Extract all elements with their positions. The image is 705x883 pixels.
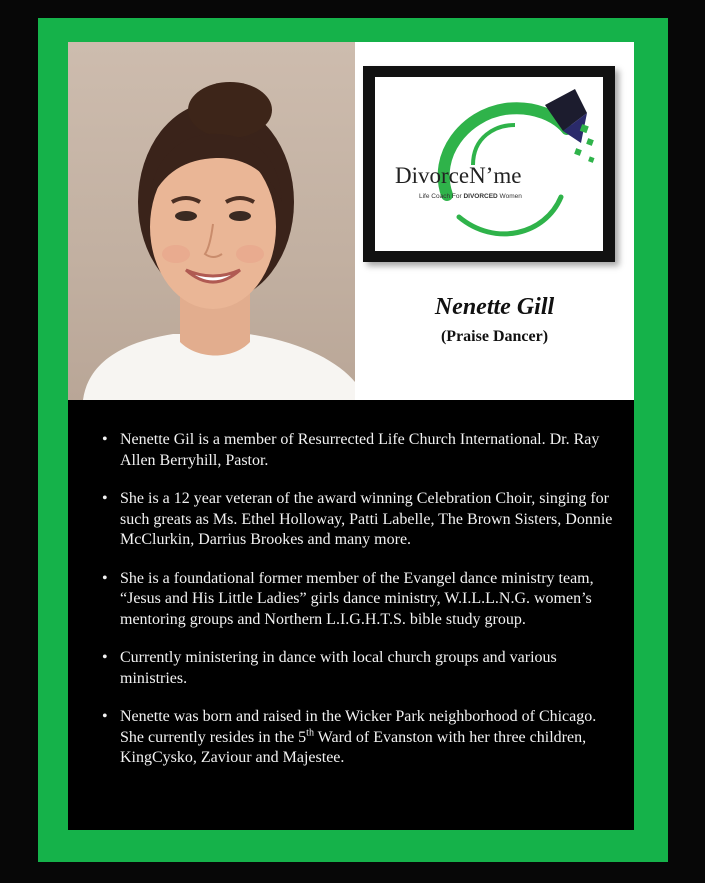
logo: [375, 77, 603, 251]
logo-brand-text: DivorceN’me: [395, 163, 522, 188]
bio-item: [96, 569, 616, 631]
bio-text: Nenette Gil is a member of Resurrected Life Church International. Dr. Ray Allen Berryhill, Pastor.: [120, 431, 600, 469]
portrait-illustration: [68, 42, 355, 400]
portrait-photo: [68, 42, 355, 400]
bio-item: [96, 430, 616, 471]
logo-frame: [363, 66, 615, 262]
profile-role: (Praise Dancer): [440, 328, 549, 345]
profile-name: Nenette Gill: [434, 294, 555, 320]
bio-item: [96, 489, 616, 551]
bullet-icon: •: [102, 708, 108, 725]
bullet-icon: •: [102, 649, 108, 666]
bullet-icon: •: [102, 490, 108, 507]
bio-item: [96, 707, 616, 769]
bullet-icon: •: [102, 431, 108, 448]
divorcenme-logo: [375, 77, 603, 251]
bullet-icon: •: [102, 569, 108, 587]
bio-text: Nenette was born and raised in the Wicker Park neighborhood of Chicago. She currently resides in the 5th Ward of Evanston with her three children, KingCysko, Zaviour and Majestee.: [120, 708, 597, 766]
bio-list: [96, 430, 616, 787]
bio-text: She is a foundational former member of the Evangel dance ministry team, “Jesus and His Little Ladies” girls dance ministry, W.I.L.L.N.G. women’s mentoring groups and Northern L.I.G.H.T.S. bible study group.: [120, 569, 594, 628]
bio-text: Currently ministering in dance with local church groups and various ministries.: [120, 649, 557, 687]
bio-text: She is a 12 year veteran of the award winning Celebration Choir, singing for such greats as Ms. Ethel Holloway, Patti Labelle, The Brown Sisters, Donnie McClurkin, Darrius Brookes and many more.: [120, 490, 613, 548]
bio-item: [96, 648, 616, 689]
logo-tagline: Life Coach For DIVORCED Women: [419, 193, 522, 200]
